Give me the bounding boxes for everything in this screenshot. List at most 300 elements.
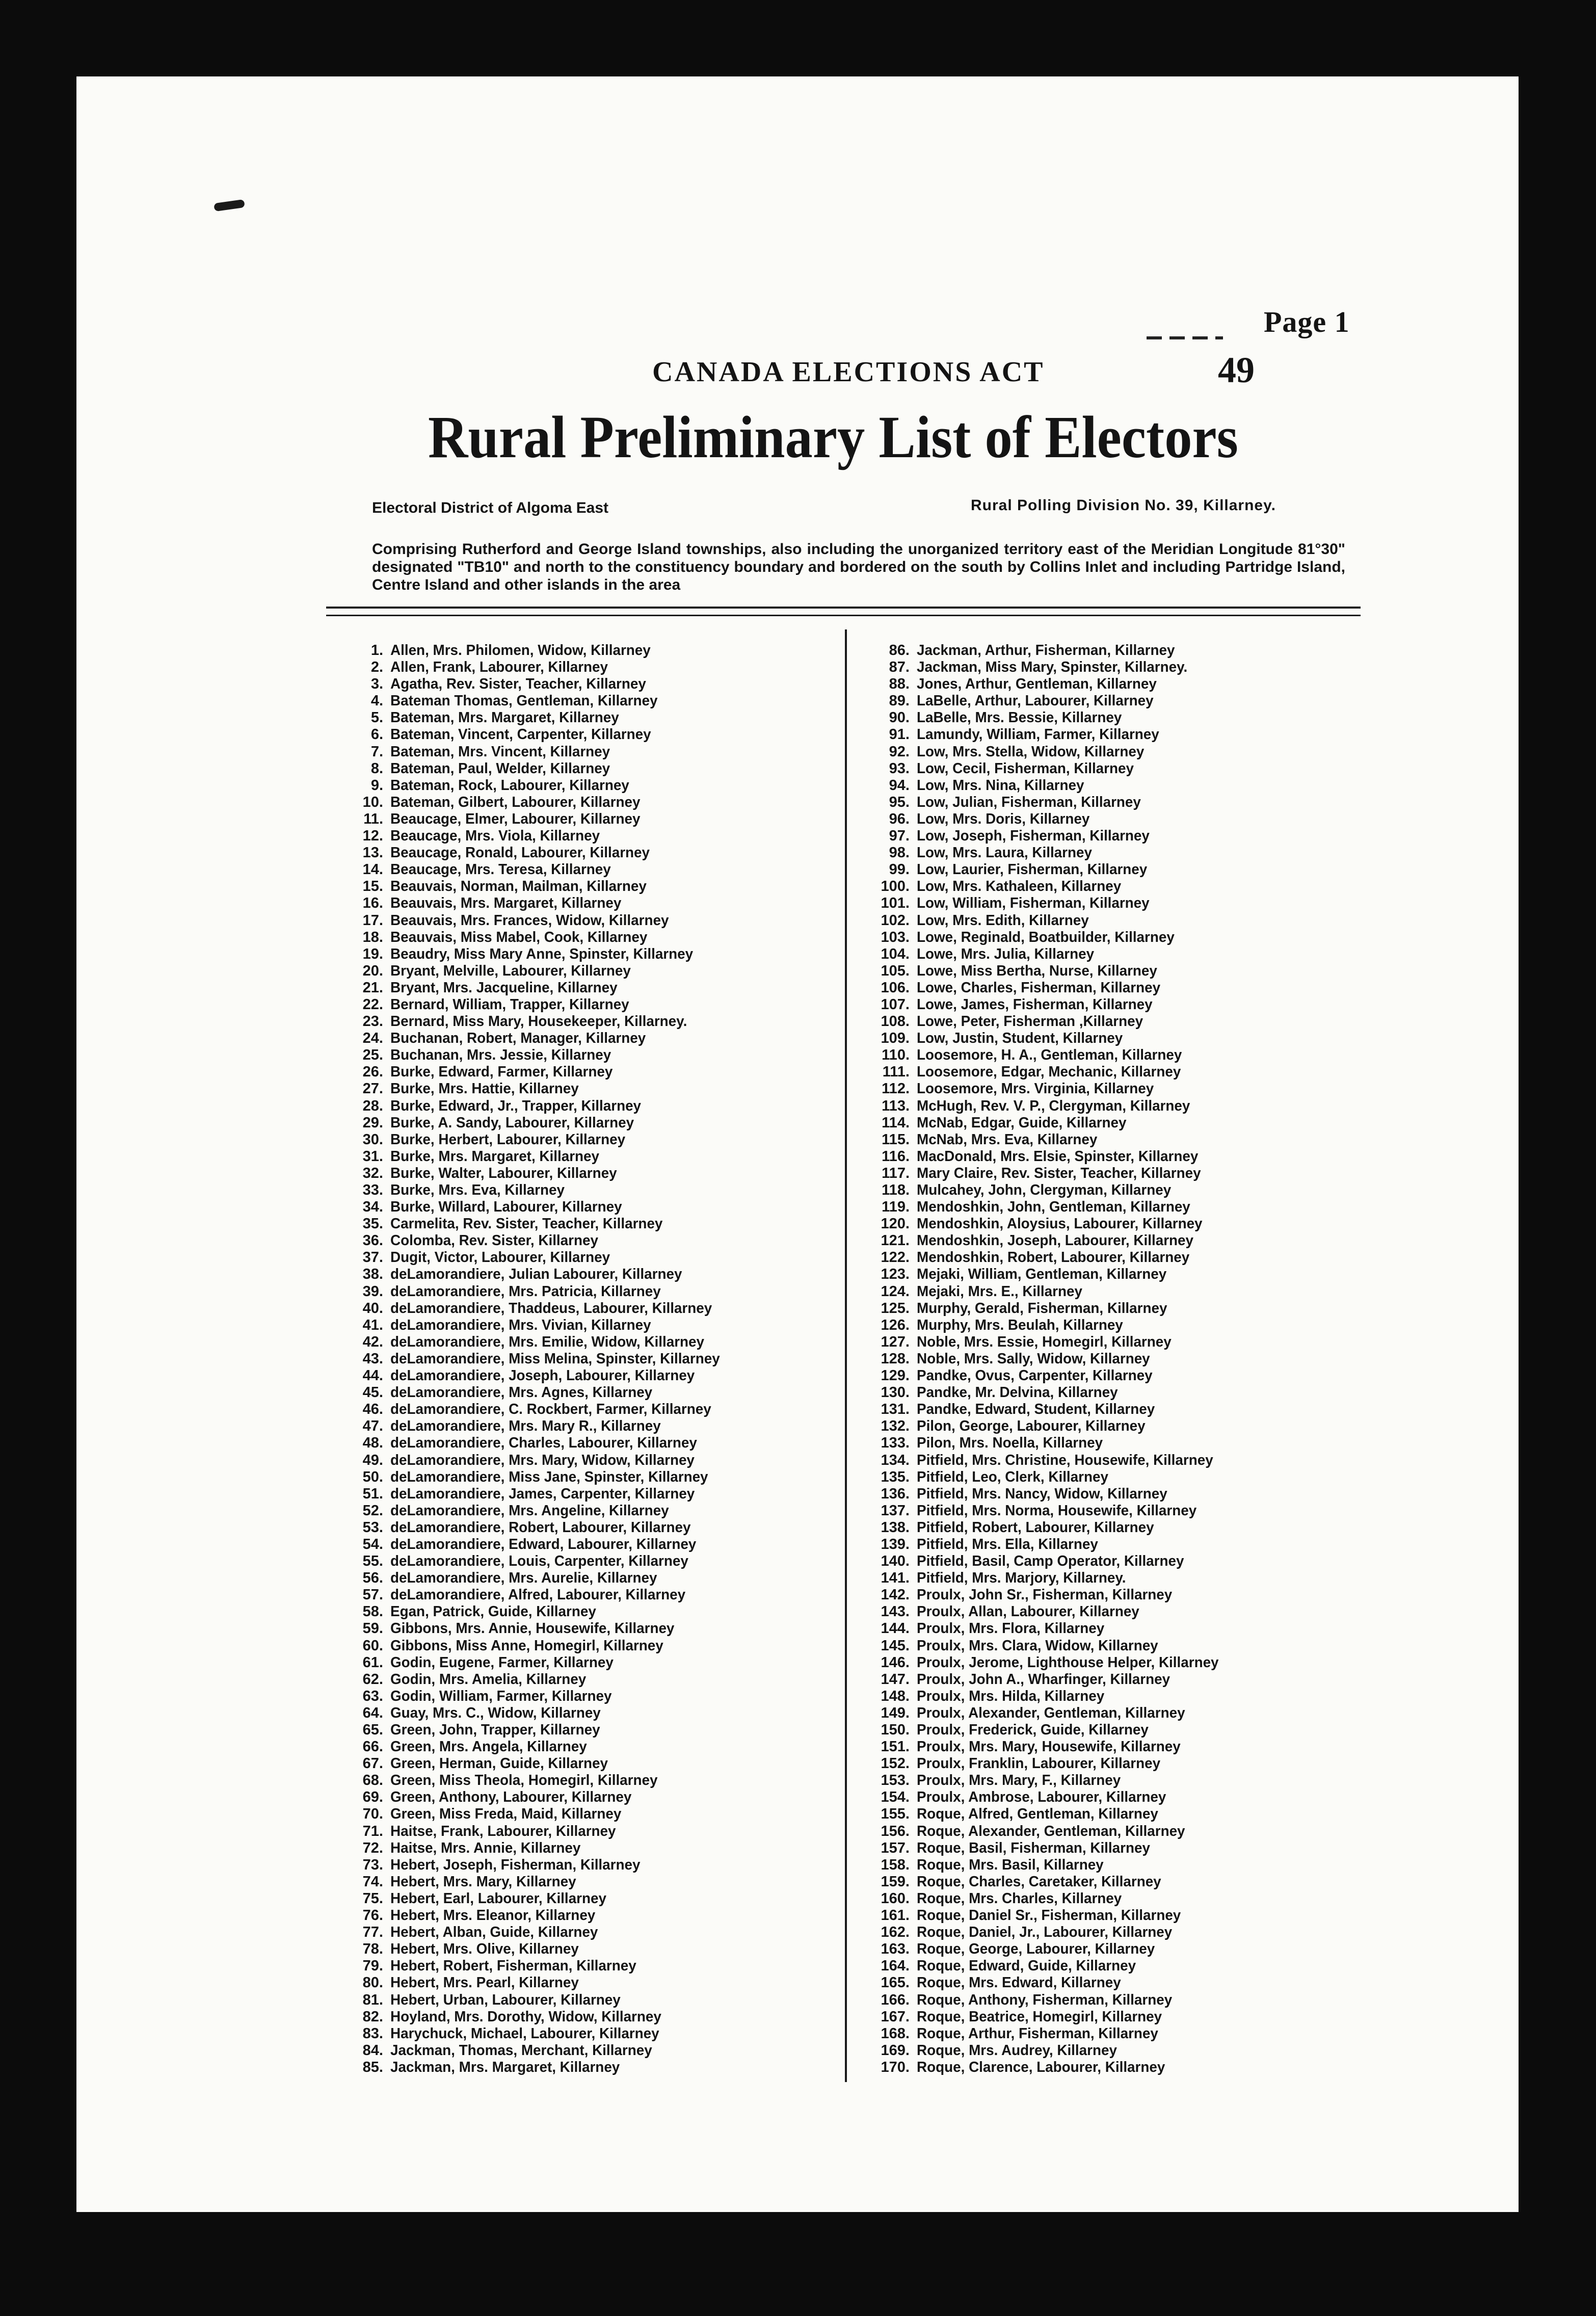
elector-number: 91. bbox=[889, 726, 910, 743]
elector-number: 109. bbox=[881, 1030, 910, 1047]
elector-number: 72. bbox=[362, 1839, 383, 1856]
elector-number: 131. bbox=[881, 1401, 910, 1418]
elector-entry bbox=[347, 828, 836, 845]
elector-entry bbox=[347, 726, 836, 743]
elector-number: 93. bbox=[889, 760, 910, 777]
elector-number: 167. bbox=[881, 2008, 910, 2025]
act-heading: CANADA ELECTIONS ACT bbox=[652, 356, 1045, 388]
elector-details: Colomba, Rev. Sister, Killarney bbox=[390, 1232, 598, 1249]
elector-entry bbox=[859, 963, 1368, 980]
elector-number: 4. bbox=[370, 693, 383, 709]
elector-entry bbox=[859, 1755, 1368, 1772]
elector-entry bbox=[859, 1553, 1368, 1570]
elector-details: Mendoshkin, Aloysius, Labourer, Killarney bbox=[917, 1216, 1203, 1232]
elector-details: Burke, Herbert, Labourer, Killarney bbox=[390, 1131, 626, 1148]
elector-entry bbox=[859, 1098, 1368, 1115]
elector-details: MacDonald, Mrs. Elsie, Spinster, Killarney bbox=[917, 1148, 1199, 1165]
elector-details: McNab, Mrs. Eva, Killarney bbox=[917, 1131, 1098, 1148]
elector-number: 28. bbox=[362, 1097, 383, 1114]
elector-entry bbox=[347, 1603, 836, 1620]
elector-entry bbox=[347, 1907, 836, 1924]
elector-details: deLamorandiere, Robert, Labourer, Killarney bbox=[390, 1519, 691, 1536]
elector-number: 52. bbox=[362, 1502, 383, 1519]
elector-entry bbox=[347, 1182, 836, 1199]
elector-details: Burke, Willard, Labourer, Killarney bbox=[390, 1199, 622, 1216]
elector-details: deLamorandiere, Mrs. Emilie, Widow, Killarney bbox=[390, 1333, 705, 1350]
elector-entry bbox=[859, 659, 1368, 676]
document-title: Rural Preliminary List of Electors bbox=[428, 404, 1238, 470]
elector-entry bbox=[347, 1688, 836, 1705]
elector-details: Pilon, George, Labourer, Killarney bbox=[917, 1418, 1146, 1435]
elector-entry bbox=[859, 1503, 1368, 1519]
elector-details: Jackman, Miss Mary, Spinster, Killarney. bbox=[917, 659, 1188, 676]
elector-number: 19. bbox=[362, 945, 383, 962]
elector-entry bbox=[859, 1384, 1368, 1401]
elector-details: Mejaki, Mrs. E., Killarney bbox=[917, 1283, 1082, 1300]
elector-number: 5. bbox=[370, 709, 383, 726]
elector-entry bbox=[859, 845, 1368, 861]
elector-details: Roque, Arthur, Fisherman, Killarney bbox=[917, 2025, 1158, 2042]
elector-details: Bryant, Melville, Labourer, Killarney bbox=[390, 962, 631, 979]
elector-number: 56. bbox=[362, 1570, 383, 1587]
elector-entry bbox=[347, 1266, 836, 1283]
elector-entry bbox=[859, 1131, 1368, 1148]
elector-number: 68. bbox=[362, 1772, 383, 1789]
elector-number: 15. bbox=[362, 878, 383, 895]
elector-number: 165. bbox=[881, 1975, 910, 1991]
elector-entry bbox=[859, 1351, 1368, 1367]
elector-details: Pitfield, Mrs. Norma, Housewife, Killarney bbox=[917, 1502, 1197, 1519]
elector-number: 84. bbox=[362, 2042, 383, 2059]
document-page bbox=[76, 76, 1519, 2212]
elector-number: 44. bbox=[362, 1367, 383, 1384]
elector-details: Lowe, Charles, Fisherman, Killarney bbox=[917, 979, 1161, 996]
elector-entry bbox=[347, 1755, 836, 1772]
elector-entry bbox=[859, 1992, 1368, 2009]
elector-number: 67. bbox=[362, 1755, 383, 1772]
elector-entry bbox=[347, 1992, 836, 2009]
elector-entry bbox=[859, 1638, 1368, 1654]
elector-details: Haitse, Frank, Labourer, Killarney bbox=[390, 1823, 616, 1839]
elector-number: 102. bbox=[881, 912, 910, 929]
elector-entry bbox=[859, 2009, 1368, 2025]
elector-entry bbox=[859, 1654, 1368, 1671]
elector-number: 140. bbox=[881, 1553, 910, 1570]
elector-entry bbox=[859, 1705, 1368, 1722]
elector-details: deLamorandiere, Charles, Labourer, Killarney bbox=[390, 1435, 697, 1452]
elector-entry bbox=[859, 1975, 1368, 1991]
elector-details: Low, William, Fisherman, Killarney bbox=[917, 895, 1150, 912]
elector-number: 46. bbox=[362, 1401, 383, 1418]
elector-details: Roque, Clarence, Labourer, Killarney bbox=[917, 2059, 1165, 2075]
elector-number: 101. bbox=[881, 895, 910, 912]
elector-details: deLamorandiere, C. Rockbert, Farmer, Killarney bbox=[390, 1401, 711, 1418]
elector-entry bbox=[347, 1840, 836, 1857]
elector-entry bbox=[347, 929, 836, 946]
elector-number: 48. bbox=[362, 1435, 383, 1452]
elector-details: Godin, Mrs. Amelia, Killarney bbox=[390, 1671, 587, 1688]
elector-number: 55. bbox=[362, 1553, 383, 1570]
elector-number: 122. bbox=[881, 1249, 910, 1266]
elector-details: Low, Julian, Fisherman, Killarney bbox=[917, 794, 1141, 810]
elector-details: Burke, Edward, Jr., Trapper, Killarney bbox=[390, 1097, 642, 1114]
elector-details: deLamorandiere, Mrs. Agnes, Killarney bbox=[390, 1384, 653, 1401]
elector-entry bbox=[859, 1115, 1368, 1131]
elector-number: 21. bbox=[362, 979, 383, 996]
elector-details: deLamorandiere, Mrs. Mary R., Killarney bbox=[390, 1418, 661, 1435]
elector-number: 106. bbox=[881, 979, 910, 996]
elector-number: 82. bbox=[362, 2008, 383, 2025]
elector-entry bbox=[859, 1047, 1368, 1064]
elector-details: Proulx, Ambrose, Labourer, Killarney bbox=[917, 1789, 1166, 1806]
elector-details: Roque, Mrs. Audrey, Killarney bbox=[917, 2042, 1117, 2059]
elector-number: 53. bbox=[362, 1519, 383, 1536]
elector-entry bbox=[859, 1283, 1368, 1300]
elector-number: 149. bbox=[881, 1704, 910, 1721]
elector-details: deLamorandiere, Julian Labourer, Killarney bbox=[390, 1266, 682, 1283]
elector-number: 134. bbox=[881, 1452, 910, 1468]
elector-number: 141. bbox=[881, 1570, 910, 1587]
elector-entry bbox=[859, 1013, 1368, 1030]
elector-entry bbox=[859, 693, 1368, 709]
elector-entry bbox=[859, 1603, 1368, 1620]
elector-number: 115. bbox=[882, 1131, 910, 1148]
elector-number: 83. bbox=[362, 2025, 383, 2042]
elector-number: 70. bbox=[362, 1806, 383, 1823]
elector-entry bbox=[859, 828, 1368, 845]
elector-number: 117. bbox=[882, 1165, 910, 1181]
elector-number: 126. bbox=[881, 1317, 910, 1333]
elector-details: Murphy, Mrs. Beulah, Killarney bbox=[917, 1317, 1123, 1333]
elector-entry bbox=[347, 811, 836, 828]
elector-number: 154. bbox=[881, 1789, 910, 1806]
elector-details: Burke, Mrs. Eva, Killarney bbox=[390, 1182, 565, 1198]
elector-number: 169. bbox=[881, 2042, 910, 2059]
elector-details: Hebert, Joseph, Fisherman, Killarney bbox=[390, 1856, 641, 1873]
elector-details: Agatha, Rev. Sister, Teacher, Killarney bbox=[390, 676, 646, 693]
header-rule-bottom bbox=[326, 615, 1361, 616]
column-divider bbox=[845, 629, 847, 2082]
elector-entry bbox=[859, 1165, 1368, 1182]
header-rule-top bbox=[326, 607, 1361, 609]
elector-entry bbox=[859, 1941, 1368, 1958]
elector-details: Mejaki, William, Gentleman, Killarney bbox=[917, 1266, 1167, 1283]
elector-details: Beaudry, Miss Mary Anne, Spinster, Killarney bbox=[390, 945, 694, 962]
elector-number: 74. bbox=[362, 1873, 383, 1890]
elector-details: Beauvais, Miss Mabel, Cook, Killarney bbox=[390, 929, 648, 945]
elector-details: Bateman, Mrs. Vincent, Killarney bbox=[390, 743, 610, 760]
elector-details: Bateman, Gilbert, Labourer, Killarney bbox=[390, 794, 641, 810]
elector-entry bbox=[859, 1907, 1368, 1924]
elector-number: 142. bbox=[881, 1587, 910, 1603]
elector-details: deLamorandiere, Mrs. Vivian, Killarney bbox=[390, 1317, 651, 1333]
elector-number: 147. bbox=[881, 1671, 910, 1688]
elector-details: Proulx, John Sr., Fisherman, Killarney bbox=[917, 1587, 1173, 1603]
elector-number: 61. bbox=[362, 1654, 383, 1671]
elector-number: 125. bbox=[881, 1300, 910, 1317]
elector-entry bbox=[347, 1536, 836, 1553]
elector-entry bbox=[347, 1890, 836, 1907]
elector-number: 111. bbox=[882, 1064, 910, 1081]
elector-number: 14. bbox=[362, 861, 383, 878]
elector-number: 17. bbox=[362, 912, 383, 929]
elector-entry bbox=[347, 1587, 836, 1603]
elector-details: Lowe, Mrs. Julia, Killarney bbox=[917, 945, 1095, 962]
elector-number: 97. bbox=[889, 828, 910, 845]
elector-details: Loosemore, Edgar, Mechanic, Killarney bbox=[917, 1064, 1181, 1081]
elector-entry bbox=[347, 845, 836, 861]
elector-entry bbox=[347, 1924, 836, 1941]
elector-number: 160. bbox=[881, 1890, 910, 1907]
elector-entry bbox=[347, 996, 836, 1013]
elector-details: Hebert, Earl, Labourer, Killarney bbox=[390, 1890, 606, 1907]
elector-details: Proulx, Jerome, Lighthouse Helper, Killarney bbox=[917, 1654, 1219, 1671]
elector-number: 113. bbox=[882, 1097, 910, 1114]
elector-details: Bateman, Rock, Labourer, Killarney bbox=[390, 777, 629, 794]
elector-number: 95. bbox=[889, 794, 910, 810]
elector-entry bbox=[347, 2025, 836, 2042]
elector-entry bbox=[347, 1199, 836, 1216]
polling-division: Rural Polling Division No. 39, Killarney. bbox=[971, 497, 1276, 514]
elector-entry bbox=[347, 1722, 836, 1739]
elector-details: Carmelita, Rev. Sister, Teacher, Killarney bbox=[390, 1216, 663, 1232]
elector-entry bbox=[859, 744, 1368, 760]
elector-number: 159. bbox=[881, 1873, 910, 1890]
elector-number: 129. bbox=[881, 1367, 910, 1384]
elector-entry bbox=[347, 1739, 836, 1755]
elector-number: 38. bbox=[362, 1266, 383, 1283]
elector-number: 170. bbox=[881, 2059, 910, 2075]
elector-entry bbox=[347, 1452, 836, 1469]
elector-entry bbox=[347, 2059, 836, 2076]
elector-entry bbox=[347, 1232, 836, 1249]
elector-entry bbox=[859, 1081, 1368, 1097]
elector-entry bbox=[347, 1941, 836, 1958]
elector-entry bbox=[347, 1300, 836, 1317]
elector-entry bbox=[859, 1249, 1368, 1266]
elector-details: McHugh, Rev. V. P., Clergyman, Killarney bbox=[917, 1097, 1190, 1114]
elector-number: 118. bbox=[882, 1182, 910, 1198]
elector-number: 158. bbox=[881, 1856, 910, 1873]
elector-number: 120. bbox=[881, 1216, 910, 1232]
elector-entry bbox=[859, 1232, 1368, 1249]
elector-number: 99. bbox=[889, 861, 910, 878]
elector-number: 30. bbox=[362, 1131, 383, 1148]
elector-entry bbox=[347, 1823, 836, 1840]
elector-entry bbox=[859, 1823, 1368, 1840]
elector-details: Lamundy, William, Farmer, Killarney bbox=[917, 726, 1159, 743]
elector-details: Pitfield, Leo, Clerk, Killarney bbox=[917, 1468, 1108, 1485]
elector-number: 57. bbox=[362, 1587, 383, 1603]
elector-number: 150. bbox=[881, 1722, 910, 1738]
elector-details: Pandke, Mr. Delvina, Killarney bbox=[917, 1384, 1118, 1401]
elector-number: 119. bbox=[882, 1199, 910, 1216]
elector-number: 13. bbox=[362, 845, 383, 861]
elector-details: Bateman, Vincent, Carpenter, Killarney bbox=[390, 726, 651, 743]
elector-entry bbox=[859, 811, 1368, 828]
elector-details: deLamorandiere, Joseph, Labourer, Killarney bbox=[390, 1367, 695, 1384]
elector-number: 139. bbox=[881, 1536, 910, 1552]
elector-details: Roque, George, Labourer, Killarney bbox=[917, 1941, 1155, 1958]
elector-details: deLamorandiere, Mrs. Angeline, Killarney bbox=[390, 1502, 669, 1519]
elector-number: 36. bbox=[362, 1232, 383, 1249]
elector-number: 168. bbox=[881, 2025, 910, 2042]
elector-number: 94. bbox=[889, 777, 910, 794]
elector-details: Pandke, Edward, Student, Killarney bbox=[917, 1401, 1155, 1418]
elector-details: Burke, Walter, Labourer, Killarney bbox=[390, 1165, 617, 1181]
elector-entry bbox=[347, 1570, 836, 1587]
elector-entry bbox=[347, 861, 836, 878]
elector-number: 65. bbox=[362, 1722, 383, 1738]
elector-entry bbox=[859, 1739, 1368, 1755]
elector-entry bbox=[347, 709, 836, 726]
elector-entry bbox=[347, 1013, 836, 1030]
elector-number: 151. bbox=[881, 1739, 910, 1755]
elector-entry bbox=[859, 1958, 1368, 1975]
elector-details: Low, Mrs. Edith, Killarney bbox=[917, 912, 1089, 929]
elector-entry bbox=[859, 1890, 1368, 1907]
elector-entry bbox=[859, 1334, 1368, 1351]
elector-details: Roque, Basil, Fisherman, Killarney bbox=[917, 1839, 1150, 1856]
elector-entry bbox=[347, 1131, 836, 1148]
elector-number: 78. bbox=[362, 1941, 383, 1958]
elector-details: Gibbons, Miss Anne, Homegirl, Killarney bbox=[390, 1637, 663, 1654]
elector-entry bbox=[859, 726, 1368, 743]
elector-number: 161. bbox=[881, 1907, 910, 1924]
elector-details: Bryant, Mrs. Jacqueline, Killarney bbox=[390, 979, 618, 996]
elector-number: 2. bbox=[370, 659, 383, 676]
elector-entry bbox=[347, 1115, 836, 1131]
elector-details: Hebert, Mrs. Pearl, Killarney bbox=[390, 1975, 579, 1991]
elector-entry bbox=[347, 1486, 836, 1503]
elector-details: Lowe, James, Fisherman, Killarney bbox=[917, 996, 1153, 1013]
elector-entry bbox=[859, 2042, 1368, 2059]
elector-list-left bbox=[347, 642, 836, 2076]
elector-details: Green, Miss Freda, Maid, Killarney bbox=[390, 1806, 622, 1823]
elector-details: Proulx, Mrs. Hilda, Killarney bbox=[917, 1688, 1105, 1704]
elector-number: 1. bbox=[370, 642, 383, 659]
elector-entry bbox=[347, 2009, 836, 2025]
elector-details: Gibbons, Mrs. Annie, Housewife, Killarney bbox=[390, 1620, 675, 1637]
elector-number: 32. bbox=[362, 1165, 383, 1181]
elector-details: deLamorandiere, James, Carpenter, Killarney bbox=[390, 1485, 695, 1502]
elector-details: Lowe, Reginald, Boatbuilder, Killarney bbox=[917, 929, 1175, 945]
elector-number: 66. bbox=[362, 1739, 383, 1755]
elector-number: 9. bbox=[370, 777, 383, 794]
elector-entry bbox=[347, 1351, 836, 1367]
elector-entry bbox=[859, 1401, 1368, 1418]
elector-details: Roque, Charles, Caretaker, Killarney bbox=[917, 1873, 1161, 1890]
elector-details: Mendoshkin, John, Gentleman, Killarney bbox=[917, 1199, 1190, 1216]
elector-number: 18. bbox=[362, 929, 383, 945]
elector-details: Proulx, Franklin, Labourer, Killarney bbox=[917, 1755, 1161, 1772]
elector-entry bbox=[859, 709, 1368, 726]
elector-number: 37. bbox=[362, 1249, 383, 1266]
elector-number: 143. bbox=[881, 1603, 910, 1620]
elector-entry bbox=[347, 1503, 836, 1519]
elector-number: 64. bbox=[362, 1704, 383, 1721]
elector-details: Low, Joseph, Fisherman, Killarney bbox=[917, 828, 1150, 845]
elector-details: LaBelle, Arthur, Labourer, Killarney bbox=[917, 693, 1154, 709]
elector-details: Proulx, Frederick, Guide, Killarney bbox=[917, 1722, 1149, 1738]
elector-number: 112. bbox=[882, 1081, 910, 1097]
elector-entry bbox=[859, 1857, 1368, 1874]
elector-number: 10. bbox=[362, 794, 383, 810]
elector-entry bbox=[859, 2059, 1368, 2076]
elector-entry bbox=[859, 1924, 1368, 1941]
elector-entry bbox=[347, 1874, 836, 1890]
elector-entry bbox=[347, 777, 836, 794]
elector-number: 81. bbox=[362, 1991, 383, 2008]
elector-number: 29. bbox=[362, 1114, 383, 1131]
elector-number: 135. bbox=[881, 1468, 910, 1485]
elector-number: 49. bbox=[362, 1452, 383, 1468]
elector-entry bbox=[347, 1772, 836, 1789]
elector-number: 145. bbox=[881, 1637, 910, 1654]
elector-entry bbox=[859, 912, 1368, 929]
elector-number: 103. bbox=[881, 929, 910, 945]
elector-entry bbox=[859, 1688, 1368, 1705]
elector-details: Godin, Eugene, Farmer, Killarney bbox=[390, 1654, 614, 1671]
elector-number: 152. bbox=[881, 1755, 910, 1772]
elector-number: 157. bbox=[881, 1839, 910, 1856]
elector-number: 42. bbox=[362, 1333, 383, 1350]
elector-number: 136. bbox=[881, 1485, 910, 1502]
elector-number: 3. bbox=[370, 676, 383, 693]
elector-details: Loosemore, Mrs. Virginia, Killarney bbox=[917, 1081, 1154, 1097]
elector-entry bbox=[347, 659, 836, 676]
elector-details: Roque, Mrs. Edward, Killarney bbox=[917, 1975, 1121, 1991]
elector-entry bbox=[347, 1654, 836, 1671]
elector-entry bbox=[859, 929, 1368, 946]
elector-entry bbox=[347, 1165, 836, 1182]
elector-entry bbox=[347, 1148, 836, 1165]
elector-details: Low, Mrs. Kathaleen, Killarney bbox=[917, 878, 1122, 895]
elector-number: 144. bbox=[881, 1620, 910, 1637]
elector-details: Beauvais, Mrs. Frances, Widow, Killarney bbox=[390, 912, 669, 929]
elector-details: Pitfield, Mrs. Marjory, Killarney. bbox=[917, 1570, 1126, 1587]
elector-number: 35. bbox=[362, 1216, 383, 1232]
elector-number: 43. bbox=[362, 1350, 383, 1367]
elector-number: 156. bbox=[881, 1823, 910, 1839]
elector-entry bbox=[347, 1553, 836, 1570]
elector-number: 92. bbox=[889, 743, 910, 760]
elector-entry bbox=[347, 1283, 836, 1300]
elector-entry bbox=[859, 676, 1368, 693]
act-number: 49 bbox=[1218, 350, 1255, 390]
elector-details: Buchanan, Mrs. Jessie, Killarney bbox=[390, 1047, 611, 1064]
elector-details: Beauvais, Norman, Mailman, Killarney bbox=[390, 878, 647, 895]
elector-details: Guay, Mrs. C., Widow, Killarney bbox=[390, 1704, 601, 1721]
elector-details: Pandke, Ovus, Carpenter, Killarney bbox=[917, 1367, 1153, 1384]
area-description: Comprising Rutherford and George Island townships, also including the unorganized territory east of the Meridian Longitude 81°30" designated "TB10" and north to the constituency boundary and bordered on the south by Collins Inlet and including Partridge Island, Centre Island and other islands in the area bbox=[372, 541, 1345, 593]
elector-details: Proulx, Allan, Labourer, Killarney bbox=[917, 1603, 1139, 1620]
elector-entry bbox=[859, 1367, 1368, 1384]
elector-number: 62. bbox=[362, 1671, 383, 1688]
elector-number: 45. bbox=[362, 1384, 383, 1401]
ink-smudge bbox=[214, 199, 245, 212]
elector-entry bbox=[347, 1975, 836, 1991]
elector-number: 153. bbox=[881, 1772, 910, 1789]
elector-details: Pilon, Mrs. Noella, Killarney bbox=[917, 1435, 1103, 1452]
elector-details: Proulx, Mrs. Mary, F., Killarney bbox=[917, 1772, 1121, 1789]
elector-entry bbox=[859, 1789, 1368, 1806]
elector-details: Proulx, Mrs. Mary, Housewife, Killarney bbox=[917, 1739, 1181, 1755]
elector-number: 31. bbox=[362, 1148, 383, 1165]
elector-details: Roque, Mrs. Charles, Killarney bbox=[917, 1890, 1122, 1907]
elector-details: Beaucage, Mrs. Viola, Killarney bbox=[390, 828, 600, 845]
elector-entry bbox=[347, 693, 836, 709]
